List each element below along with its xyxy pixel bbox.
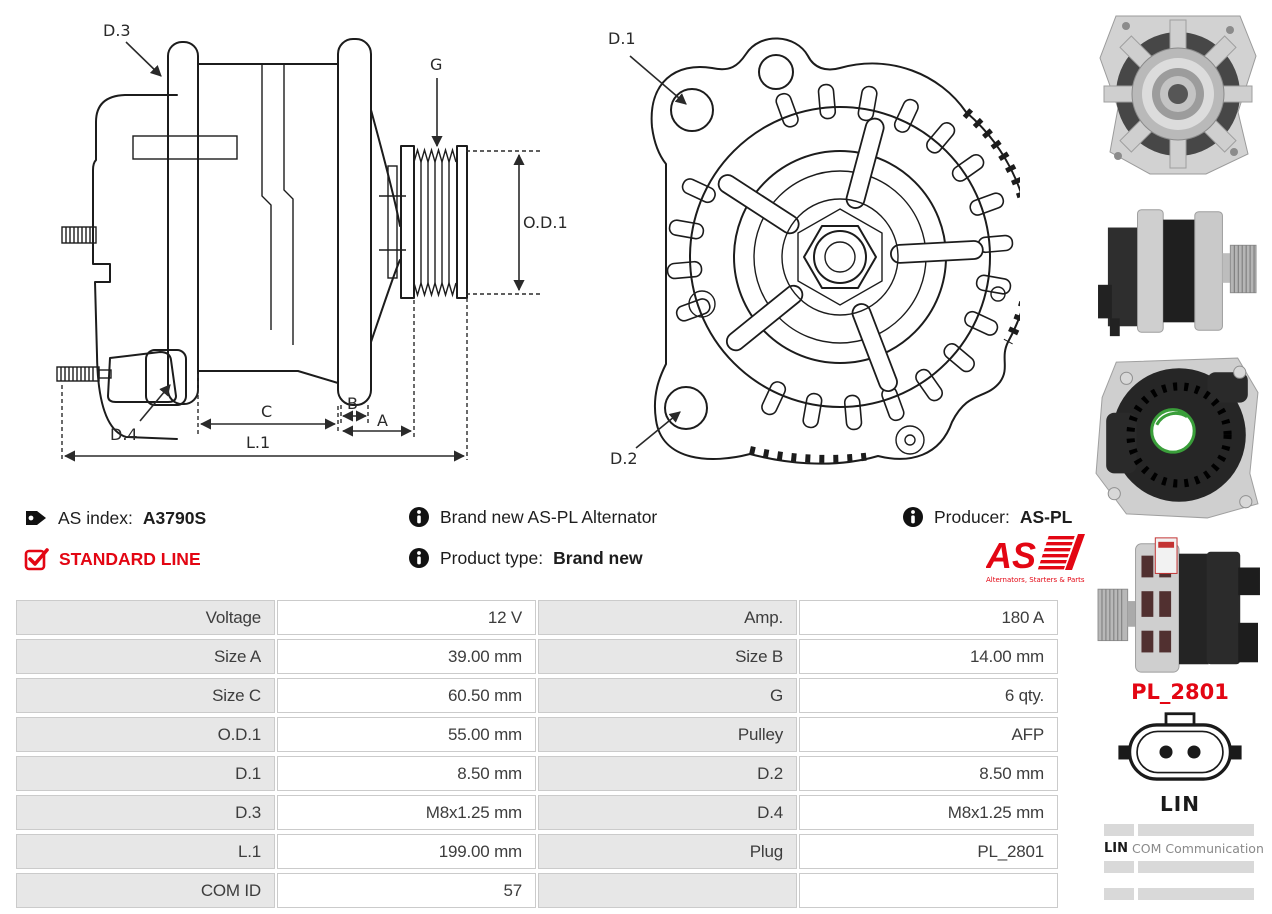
spec-label: D.2: [538, 756, 797, 791]
shaft-bore: [825, 242, 855, 272]
side-hole: [689, 291, 715, 317]
label-d4: D.4: [110, 425, 138, 444]
plug-connector-diagram: [1114, 710, 1246, 794]
alternator-front-view-drawing: [600, 12, 1020, 482]
logo-text: AS: [986, 535, 1037, 576]
spec-value: M8x1.25 mm: [277, 795, 536, 830]
label-a: A: [377, 411, 388, 430]
spec-value: 180 A: [799, 600, 1058, 635]
spec-value: 8.50 mm: [799, 756, 1058, 791]
brand-new-text: Brand new AS-PL Alternator: [440, 506, 658, 527]
spec-value: 6 qty.: [799, 678, 1058, 713]
spec-label: Amp.: [538, 600, 797, 635]
standard-line-badge: STANDARD LINE: [59, 549, 201, 569]
product-photo-side-right: [1090, 190, 1268, 348]
bottom-ear-hole: [896, 426, 924, 454]
label-c: C: [261, 402, 273, 421]
spec-label: G: [538, 678, 797, 713]
plug-code-title: PL_2801: [1131, 680, 1229, 704]
body-seam-1: [262, 64, 271, 330]
info-icon: [902, 506, 924, 528]
info-icon: [408, 506, 430, 528]
brand-new-item: [408, 506, 657, 528]
cooling-fins-edge: [966, 112, 1020, 342]
product-type-item: [408, 547, 643, 569]
spec-value: 12 V: [277, 600, 536, 635]
spec-value: [799, 873, 1058, 908]
d2-arrow: [636, 412, 680, 448]
spec-label: Size B: [538, 639, 797, 674]
hub-circle: [782, 199, 898, 315]
tag-icon: [24, 506, 48, 530]
spec-value: 60.50 mm: [277, 678, 536, 713]
spec-value: 39.00 mm: [277, 639, 536, 674]
body-bottom-edge: [198, 371, 338, 383]
regulator-window: [133, 136, 237, 159]
label-d2: D.2: [610, 449, 638, 468]
front-taper-top: [371, 110, 400, 226]
legend-value: COM Communication: [1132, 841, 1264, 856]
plug-pin: [1187, 745, 1200, 758]
table-row: [16, 639, 1058, 674]
body-seam-2: [284, 64, 293, 345]
upper-terminal-stud: [62, 227, 96, 243]
legend-text-row: [1104, 839, 1264, 858]
spec-label: Plug: [538, 834, 797, 869]
product-photo-front: [1086, 4, 1270, 184]
spec-label: COM ID: [16, 873, 275, 908]
spec-value: M8x1.25 mm: [799, 795, 1058, 830]
d1-arrow: [630, 56, 686, 104]
spec-label: Size A: [16, 639, 275, 674]
d2-mount-hole: [665, 387, 707, 429]
d1-mount-hole: [671, 89, 713, 131]
spec-value: 57: [277, 873, 536, 908]
spec-label: D.1: [16, 756, 275, 791]
front-taper-bottom: [371, 260, 400, 342]
as-index-item: [24, 506, 206, 530]
pin-legend-table: [1104, 824, 1264, 903]
alternator-side-view-drawing: [0, 0, 600, 490]
spec-label: D.4: [538, 795, 797, 830]
rear-cover-outline: [93, 95, 177, 439]
label-b: B: [347, 394, 358, 413]
label-g: G: [430, 55, 443, 74]
product-photo-rear: [1084, 352, 1270, 524]
nut-circle: [814, 231, 866, 283]
lower-terminal-stud: [57, 352, 176, 402]
as-index-label: AS index:: [58, 507, 133, 528]
table-row: [16, 795, 1058, 830]
plug-pin: [1159, 745, 1172, 758]
label-l1: L.1: [246, 433, 271, 452]
spec-value: 8.50 mm: [277, 756, 536, 791]
spec-value: 14.00 mm: [799, 639, 1058, 674]
nut-outer-hex: [798, 209, 882, 305]
label-d3: D.3: [103, 21, 131, 40]
spec-value: PL_2801: [799, 834, 1058, 869]
legend-bar-row: [1104, 888, 1254, 900]
product-type-value: Brand new: [553, 547, 643, 568]
legend-bar-row: [1104, 824, 1254, 836]
table-row: [16, 717, 1058, 752]
spec-label: Pulley: [538, 717, 797, 752]
table-row: [16, 678, 1058, 713]
checkbox-checked-icon: [24, 547, 49, 572]
bottom-ear-hole-inner: [905, 435, 915, 445]
table-row: [16, 873, 1058, 908]
pulley: [401, 146, 467, 298]
producer-item: [902, 506, 1072, 528]
legend-bar-row: [1104, 861, 1254, 873]
spec-value: 55.00 mm: [277, 717, 536, 752]
spec-label: Size C: [16, 678, 275, 713]
spec-value: 199.00 mm: [277, 834, 536, 869]
standard-line-item: [24, 547, 201, 572]
as-pl-logo: [986, 532, 1086, 590]
info-icon: [408, 547, 430, 569]
spec-label: O.D.1: [16, 717, 275, 752]
table-row: [16, 834, 1058, 869]
d4-mount-boss: [146, 350, 186, 405]
spec-label: [538, 873, 797, 908]
label-od1: O.D.1: [523, 213, 568, 232]
label-d1: D.1: [608, 29, 636, 48]
spec-label: Voltage: [16, 600, 275, 635]
product-type-label: Product type:: [440, 547, 544, 568]
spec-value: AFP: [799, 717, 1058, 752]
fan-spokes: [715, 117, 983, 394]
spec-label: D.3: [16, 795, 275, 830]
logo-tagline: Alternators, Starters & Parts: [986, 576, 1085, 584]
table-row: [16, 600, 1058, 635]
front-bracket-flange: [338, 39, 371, 405]
d3-arrow: [126, 42, 161, 76]
as-index-value: A3790S: [142, 507, 207, 528]
producer-value: AS-PL: [1019, 506, 1073, 527]
plug-pin-label: LIN: [1160, 792, 1200, 816]
product-photo-side-left: [1088, 528, 1270, 686]
producer-label: Producer:: [934, 506, 1010, 527]
spec-table: [14, 596, 1060, 912]
spec-label: L.1: [16, 834, 275, 869]
table-row: [16, 756, 1058, 791]
top-mount-hole: [759, 55, 793, 89]
legend-key: LIN: [1104, 841, 1129, 856]
